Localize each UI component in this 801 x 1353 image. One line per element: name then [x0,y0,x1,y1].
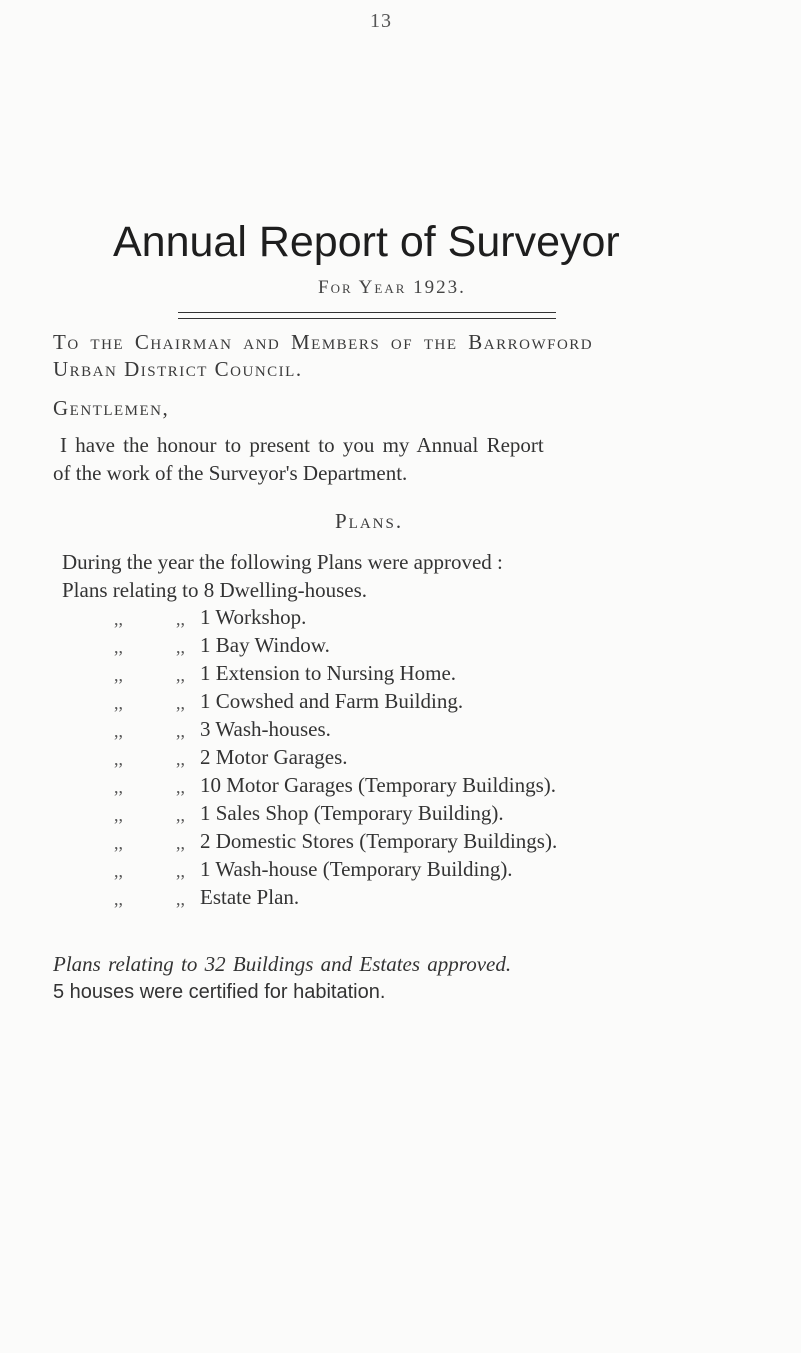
intro-line-1: I have the honour to present to you my Annual Report [60,433,544,457]
ditto-mark: ,, [176,833,185,853]
plan-item: 3 Wash-houses. [200,717,331,741]
ditto-mark: ,, [114,609,123,629]
ditto-mark: ,, [176,637,185,657]
plan-item: 1 Workshop. [200,605,307,629]
plans-intro: During the year the following Plans were approved : [62,550,503,574]
ditto-mark: ,, [176,861,185,881]
ditto-mark: ,, [176,721,185,741]
plan-item: 1 Wash-house (Temporary Building). [200,857,513,881]
plan-item: Estate Plan. [200,885,300,909]
ditto-mark: ,, [114,749,123,769]
ditto-mark: ,, [114,693,123,713]
ditto-mark: ,, [114,665,123,685]
plans-first-item: Plans relating to 8 Dwelling-houses. [62,578,368,602]
plan-item: 2 Domestic Stores (Temporary Buildings). [200,829,558,853]
ditto-mark: ,, [114,861,123,881]
ditto-mark: ,, [114,805,123,825]
ditto-mark: ,, [114,833,123,853]
salutation: Gentlemen, [53,396,170,420]
ditto-mark: ,, [176,609,185,629]
ditto-mark: ,, [114,637,123,657]
plan-item: 1 Cowshed and Farm Building. [200,689,464,713]
plans-summary: Plans relating to 32 Buildings and Estates approved. [53,952,512,976]
ditto-mark: ,, [176,805,185,825]
ditto-mark: ,, [176,777,185,797]
plan-item: 1 Bay Window. [200,633,330,657]
plan-item: 1 Sales Shop (Temporary Building). [200,801,504,825]
intro-line-2: of the work of the Surveyor's Department. [53,461,408,485]
title-divider-bottom [178,318,556,319]
page-number: 13 [370,10,392,32]
plan-item: 2 Motor Garages. [200,745,348,769]
ditto-mark: ,, [176,749,185,769]
report-title: Annual Report of Surveyor [113,218,620,266]
address-line-1: To the Chairman and Members of the Barrowford [53,330,594,354]
address-line-2: Urban District Council. [53,357,303,381]
ditto-mark: ,, [114,889,123,909]
ditto-mark: ,, [176,889,185,909]
plan-item: 10 Motor Garages (Temporary Buildings). [200,773,557,797]
section-heading-plans: Plans. [335,509,404,533]
title-divider-top [178,312,556,313]
ditto-mark: ,, [176,665,185,685]
ditto-mark: ,, [114,777,123,797]
report-subtitle: For Year 1923. [318,277,466,298]
ditto-mark: ,, [114,721,123,741]
ditto-mark: ,, [176,693,185,713]
plan-item: 1 Extension to Nursing Home. [200,661,457,685]
certified-houses: 5 houses were certified for habitation. [53,981,386,1003]
